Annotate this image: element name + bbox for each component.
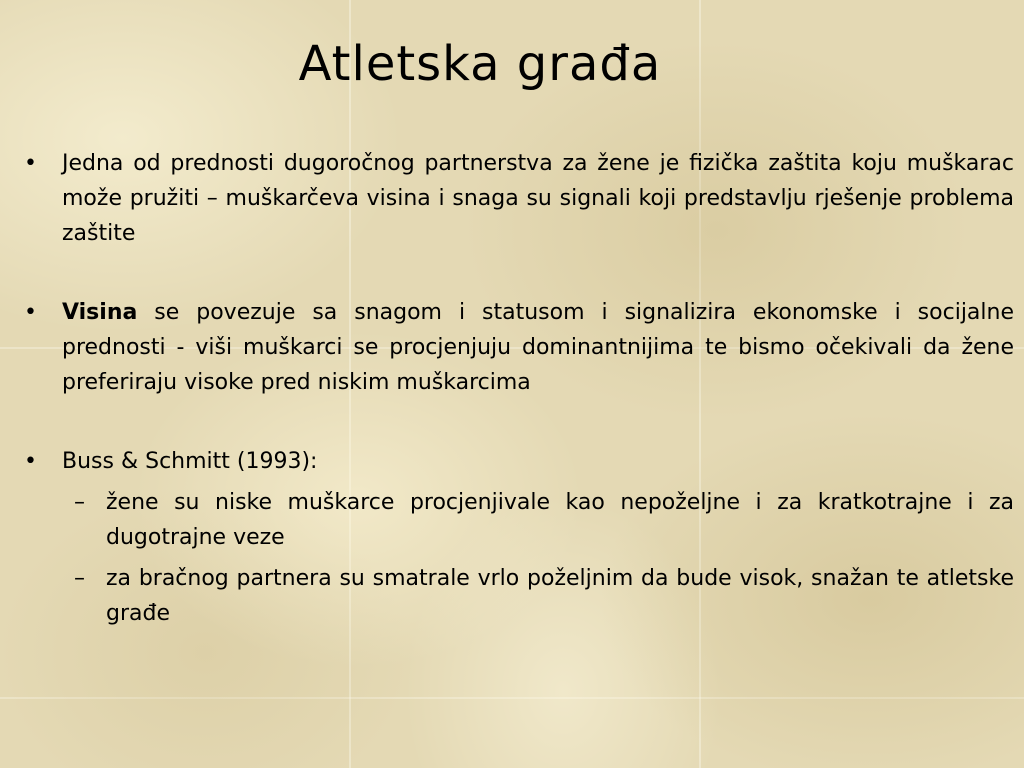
bullet-marker: • [24,300,37,325]
sub-item-marker: – [74,566,85,591]
bullet-marker: • [24,449,37,474]
bullet-item-study [24,444,1014,479]
sub-item-text: za bračnog partnera su smatrale vrlo poželjnim da bude visok, snažan te atletske građe [106,566,1014,626]
bullet-item-protection [24,146,1014,251]
bullet-text: Jedna od prednosti dugoročnog partnerstva za žene je fizička zaštita koju muškarac može pružiti – muškarčeva visina i snaga su signali koji predstavlju rješenje problema zaštite [62,151,1014,246]
bullet-list [24,146,1014,631]
sub-item-text: žene su niske muškarce procjenjivale kao nepoželjne i za kratkotrajne i za dugotrajne veze [106,490,1014,550]
bullet-item-height [24,295,1014,400]
sub-item-marker: – [74,490,85,515]
slide-title: Atletska građa [298,36,662,92]
sub-item-spouse-preference [24,561,1014,631]
sub-item-short-men [24,485,1014,555]
bullet-text: se povezuje sa snagom i statusom i signalizira ekonomske i socijalne prednosti - viši muškarci se procjenjuju dominantnijima te bismo očekivali da žene preferiraju visoke pred niskim muškarcima [62,300,1014,395]
bullet-text: Buss & Schmitt (1993): [62,449,318,474]
bullet-bold-term: Visina [62,300,138,325]
bullet-marker: • [24,151,37,176]
